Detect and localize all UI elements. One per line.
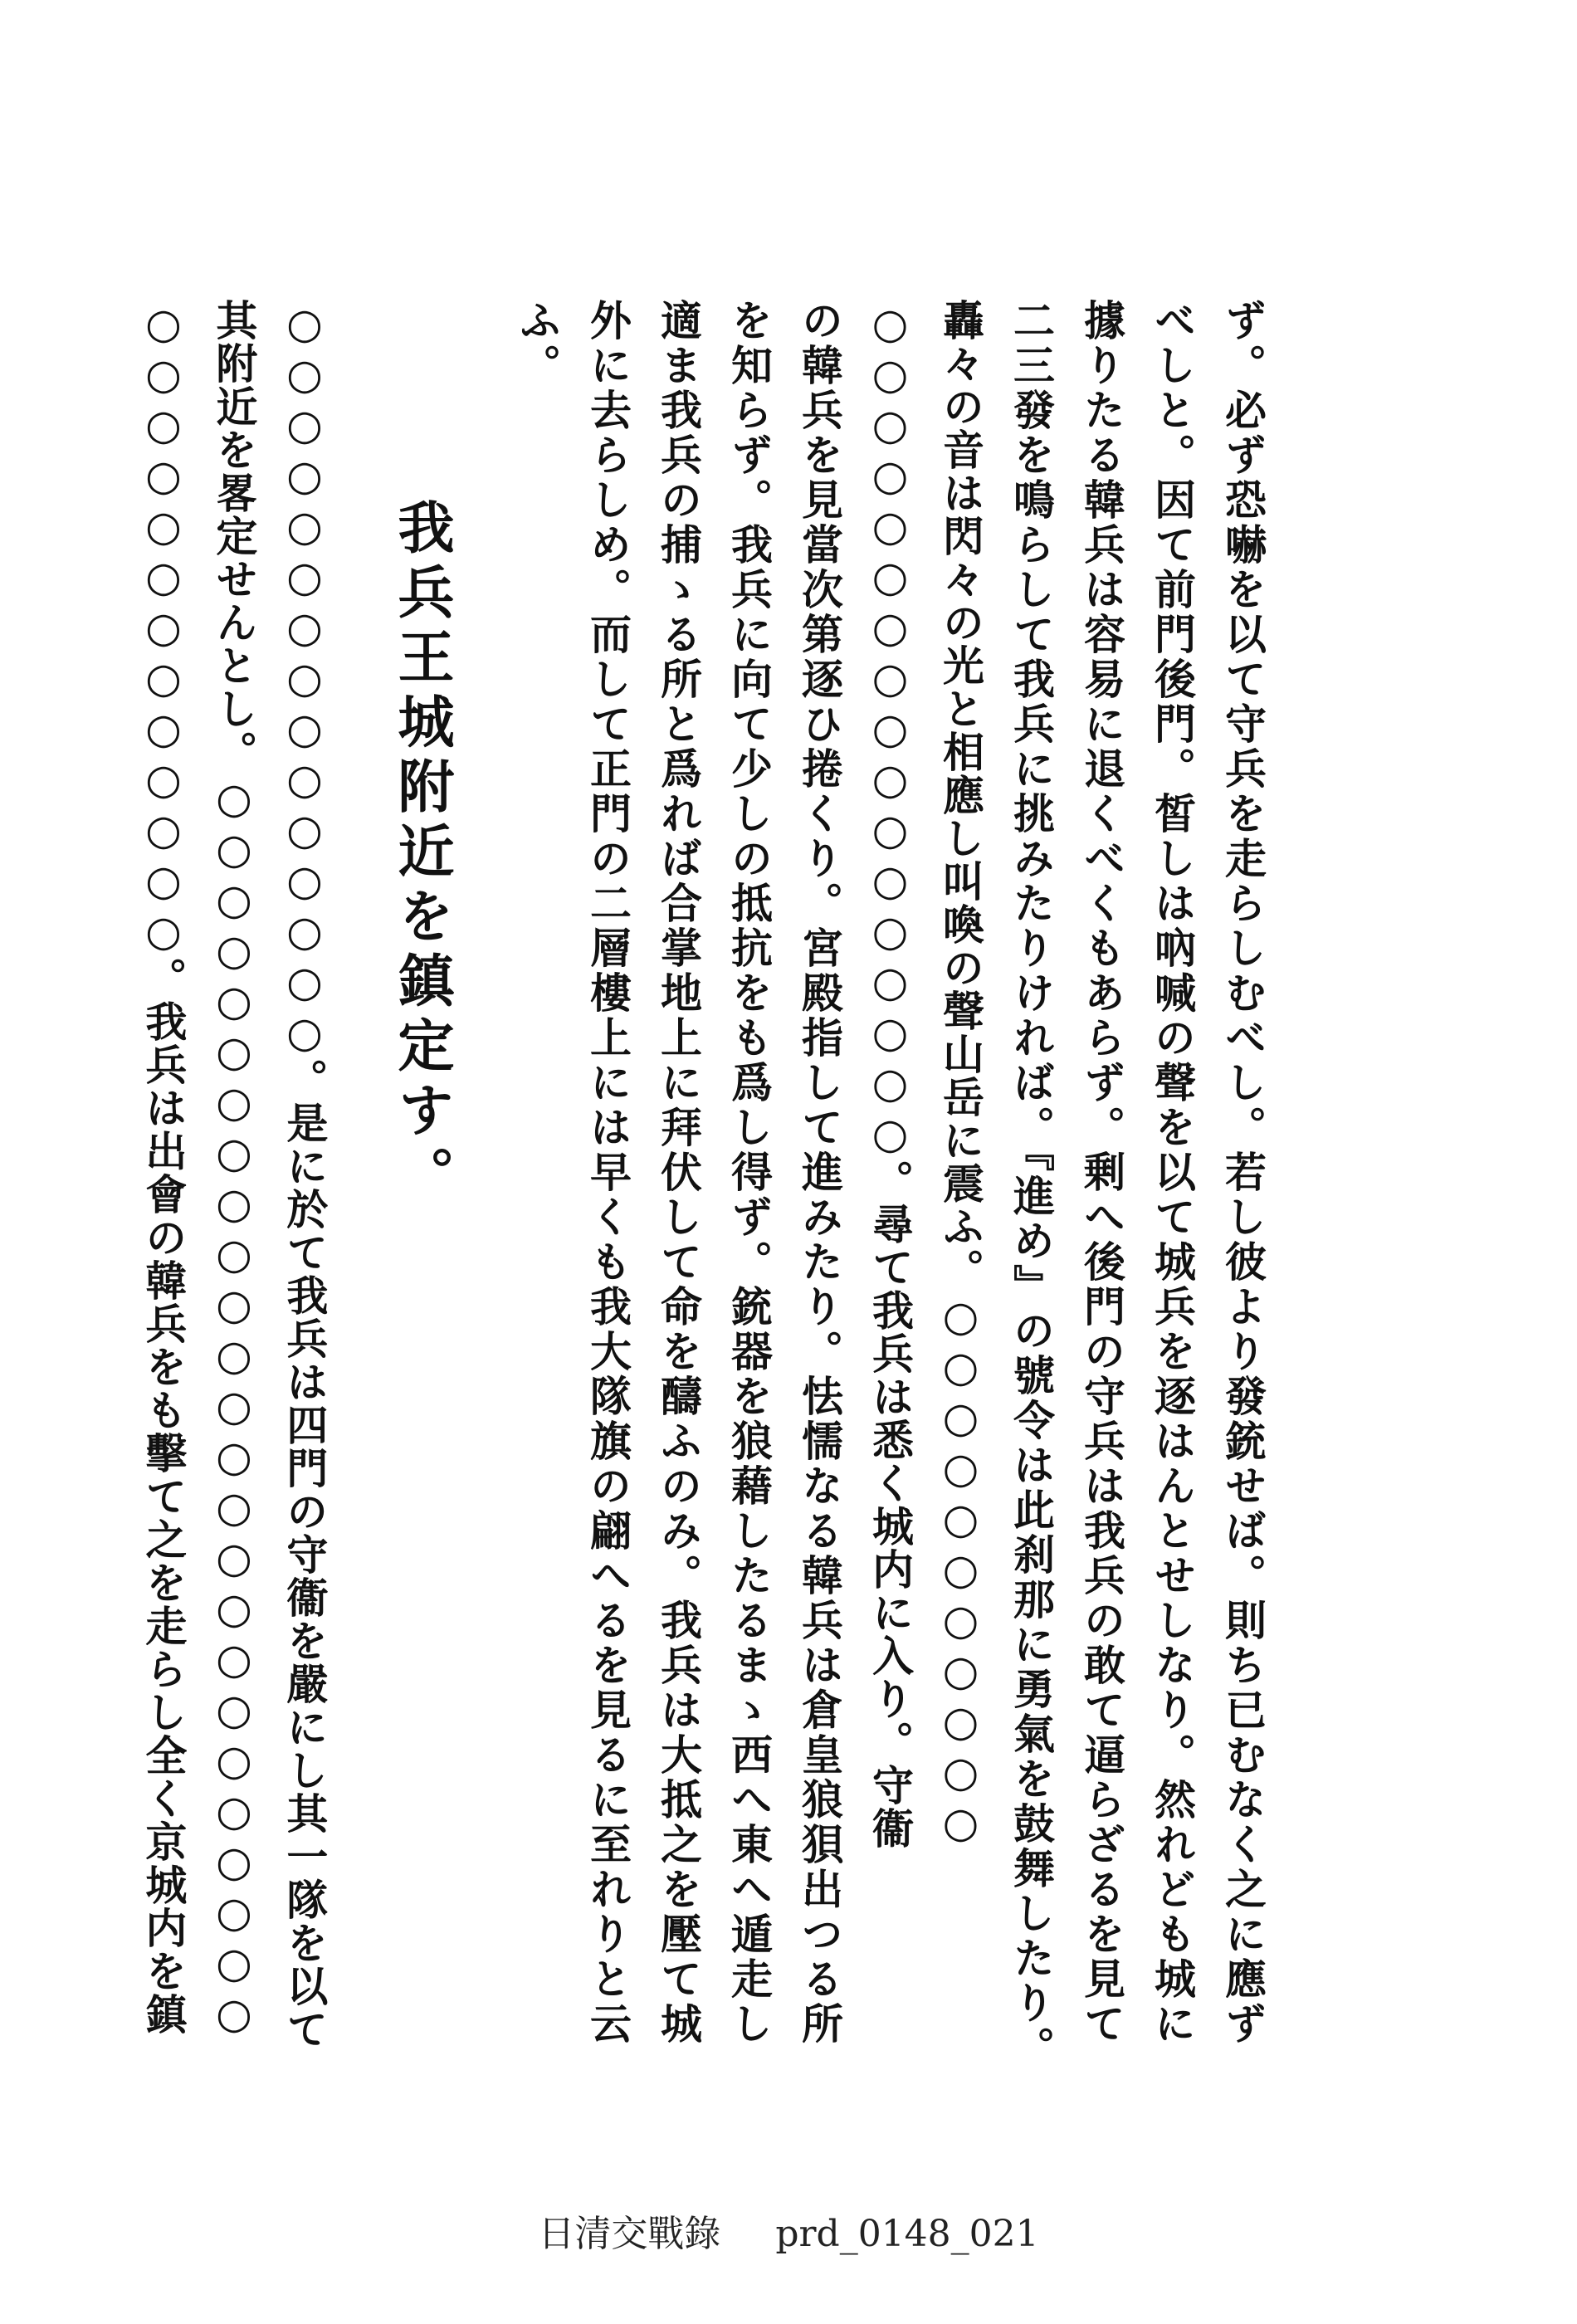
text-column: ず。必ず恐嚇を以て守兵を走らしむべし。若し彼より發銃せば。則ち已むなく之に應ず	[1218, 299, 1267, 2047]
text-column: ○○○○○○○○○○○○○○○。是に於て我兵は四門の守衞を嚴にし其一隊を以て	[280, 299, 330, 2051]
footer-id: prd_0148_021	[775, 2213, 1039, 2255]
section-heading: 我兵王城附近を鎮定す。	[388, 498, 455, 1210]
text-column: ○○○○○○○○○○○○○。我兵は出會の韓兵をも擊て之を走らし全く京城内を鎮	[139, 299, 188, 2036]
text-column: の韓兵を見當次第逐ひ捲くり。宮殿指して進みたり。怯懦なる韓兵は倉皇狼狽出つる所	[795, 299, 844, 2047]
text-column: 適ま我兵の捕ゝる所と爲れば合掌地上に拜伏して命を醻ふのみ。我兵は大抵之を壓て城	[654, 299, 703, 2047]
text-column: ○○○○○○○○○○○○○○○○○。尋て我兵は悉く城内に入り。守衞	[866, 299, 915, 1850]
text-column: 轟々の音は閃々の光と相應し叫喚の聲山岳に震ふ。○○○○○○○○○○○	[936, 299, 985, 1848]
text-column: を知らず。我兵に向て少しの抵抗をも爲し得ず。銃器を狼藉したるまゝ西へ東へ遁走し	[725, 299, 774, 2047]
text-column: 其附近を畧定せんとし。○○○○○○○○○○○○○○○○○○○○○○○○○	[209, 299, 259, 2039]
vertical-text-block	[128, 299, 1278, 2071]
page-footer	[0, 2204, 1577, 2257]
text-column: 二三發を鳴らして我兵に挑みたりければ。『進め』の號令は此刹那に勇氣を鼓舞したり。	[1007, 299, 1056, 2071]
text-column: べしと。因て前門後門。皙しは吶喊の聲を以て城兵を逐はんとせしなり。然れども城に	[1148, 299, 1197, 2047]
footer-title: 日清交戰錄	[538, 2213, 721, 2255]
text-column: 外に去らしめ。而して正門の二層樓上には早くも我大隊旗の翩へるを見るに至れりと云	[583, 299, 632, 2047]
text-column: ふ。	[513, 299, 562, 388]
text-column: 據りたる韓兵は容易に退くべくもあらず。剰へ後門の守兵は我兵の敢て逼らざるを見て	[1077, 299, 1126, 2047]
